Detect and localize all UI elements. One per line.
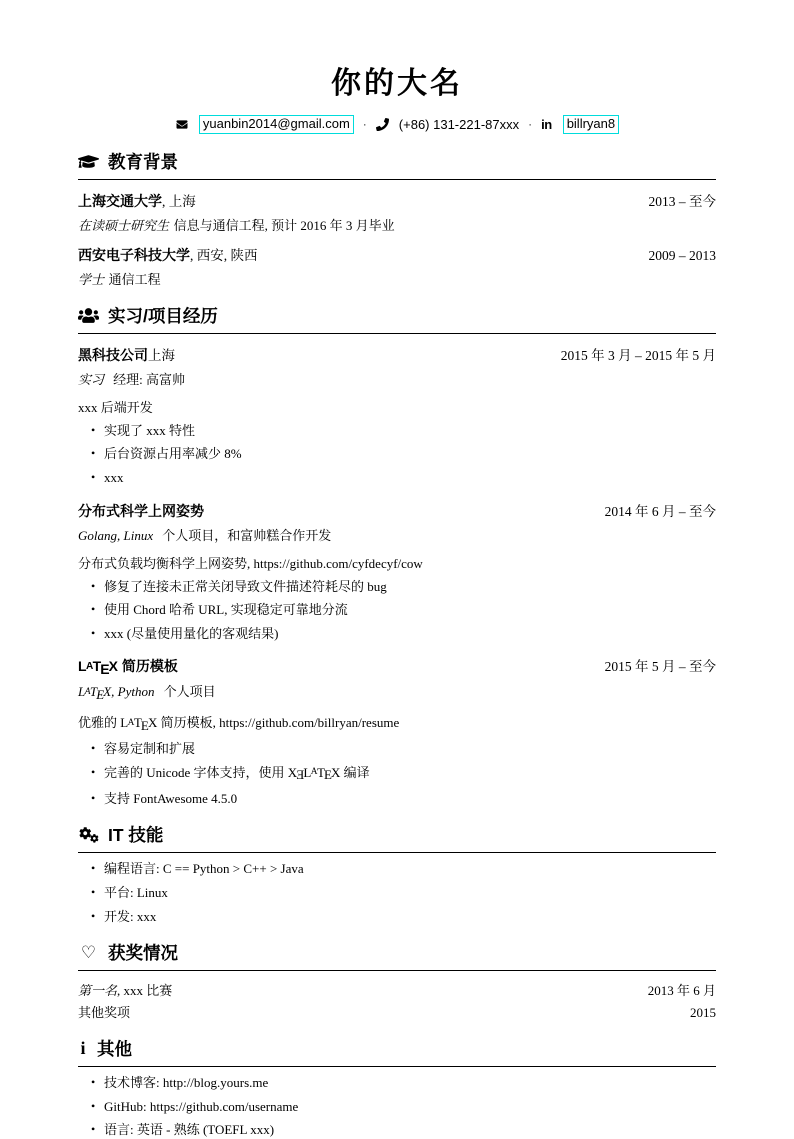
school-location: , 西安, 陕西 [190,247,258,263]
section-header-education [78,149,716,180]
award-title: 第一名 [78,983,118,999]
linkedin-icon: in [541,116,552,132]
award-row [78,1002,716,1021]
award-detail: , xxx 比赛 [117,983,173,999]
section-title: 实习/项目经历 [108,305,218,326]
phone-icon [376,118,389,131]
award-date: 2015 [690,1005,716,1021]
project-name: LATEX 简历模板 [78,658,178,678]
school-name: 西安电子科技大学 [78,246,190,263]
degree-label: 在读硕士研究生 [78,217,170,233]
email-link[interactable]: yuanbin2014@gmail.com [199,115,354,134]
section-awards [78,940,716,1021]
education-date: 2009 – 2013 [648,247,716,263]
education-detail [78,215,716,234]
education-entry [78,244,716,265]
bullet-item: • 实现了 xxx 特性 [91,422,716,440]
phone-number: (+86) 131-221-87xxx [398,116,520,132]
bullet-item: • 容易定制和扩展 [91,740,716,758]
bullet-item: • xxx (尽量使用量化的客观结果) [91,625,716,643]
education-detail [78,269,716,288]
bullet-item: • xxx [91,469,716,487]
bullet-item: • 完善的 Unicode 字体支持，使用 XƎLATEX 编译 [91,764,716,784]
section-header-experience [78,303,716,334]
experience-date: 2015 年 5 月 – 至今 [604,659,716,675]
school-location: , 上海 [162,193,196,209]
experience-entry [78,655,716,807]
role-detail: 个人项目，和富帅糕合作开发 [162,527,332,543]
section-education [78,149,716,288]
envelope-icon [175,119,189,130]
section-experience [78,303,716,808]
others-bullets [78,1074,716,1139]
section-skills [78,822,716,925]
education-entry [78,190,716,211]
award-date: 2013 年 6 月 [647,983,716,999]
role-label: 实习 [78,371,105,387]
experience-bullets [78,422,716,487]
bullet-item: • GitHub: https://github.com/username [91,1098,716,1116]
major-label: 通信工程 [108,271,161,287]
bullet-item: • 后台资源占用率减少 8% [91,445,716,463]
bullet-item: • 技术博客: http://blog.yours.me [91,1074,716,1092]
page-title: 你的大名 [331,67,463,100]
experience-summary: 优雅的 LATEX 简历模板, https://github.com/billryan/resume [78,715,400,733]
section-title: IT 技能 [108,825,164,846]
cogs-icon [78,827,99,843]
users-icon [78,307,99,324]
contact-separator: · [528,117,533,132]
experience-entry [78,344,716,487]
role-detail: 个人项目 [163,684,216,700]
section-title: 教育背景 [108,151,178,172]
experience-date: 2015 年 3 月 – 2015 年 5 月 [560,347,716,363]
award-detail: 其他奖项 [78,1005,131,1021]
education-date: 2013 – 至今 [648,193,716,209]
bullet-item: • 编程语言: C == Python > C++ > Java [91,860,716,878]
tech-label: Golang, Linux [78,527,154,543]
bullet-item: • 使用 Chord 哈希 URL, 实现稳定可靠地分流 [91,601,716,619]
heart-outline-icon: ♡ [80,942,97,963]
bullet-item: • 支持 FontAwesome 4.5.0 [91,790,716,808]
section-title: 其他 [97,1039,132,1060]
experience-summary: 分布式负载均衡科学上网姿势, https://github.com/cyfdecyf/cow [78,555,423,571]
company-name: 黑科技公司 [78,346,148,363]
contact-line [78,115,716,134]
section-title: 获奖情况 [108,943,178,964]
experience-date: 2014 年 6 月 – 至今 [604,503,716,519]
bullet-item: • 平台: Linux [91,884,716,902]
skills-bullets [78,860,716,925]
major-label: 信息与通信工程, 预计 2016 年 3 月毕业 [173,217,395,233]
contact-separator: · [362,117,367,132]
experience-summary: xxx 后端开发 [78,399,153,415]
award-row [78,980,716,999]
experience-bullets [78,740,716,808]
linkedin-link[interactable]: billryan8 [563,115,619,134]
bullet-item: • 语言: 英语 - 熟练 (TOEFL xxx) [91,1121,716,1139]
bullet-item: • 开发: xxx [91,908,716,926]
bullet-item: • 修复了连接未正常关闭导致文件描述符耗尽的 bug [91,578,716,596]
section-header-awards [78,940,716,971]
experience-entry [78,500,716,643]
experience-bullets [78,578,716,643]
section-header-skills [78,822,716,853]
project-name: 分布式科学上网姿势 [78,502,204,519]
section-header-others [78,1036,716,1067]
role-detail: 经理: 高富帅 [113,371,185,387]
degree-label: 学士 [78,271,105,287]
section-others [78,1036,716,1139]
school-name: 上海交通大学 [78,192,162,209]
tech-label: LATEX, Python [78,684,155,703]
info-icon: i [80,1038,86,1059]
graduation-cap-icon [78,153,99,170]
company-location: 上海 [148,347,175,363]
